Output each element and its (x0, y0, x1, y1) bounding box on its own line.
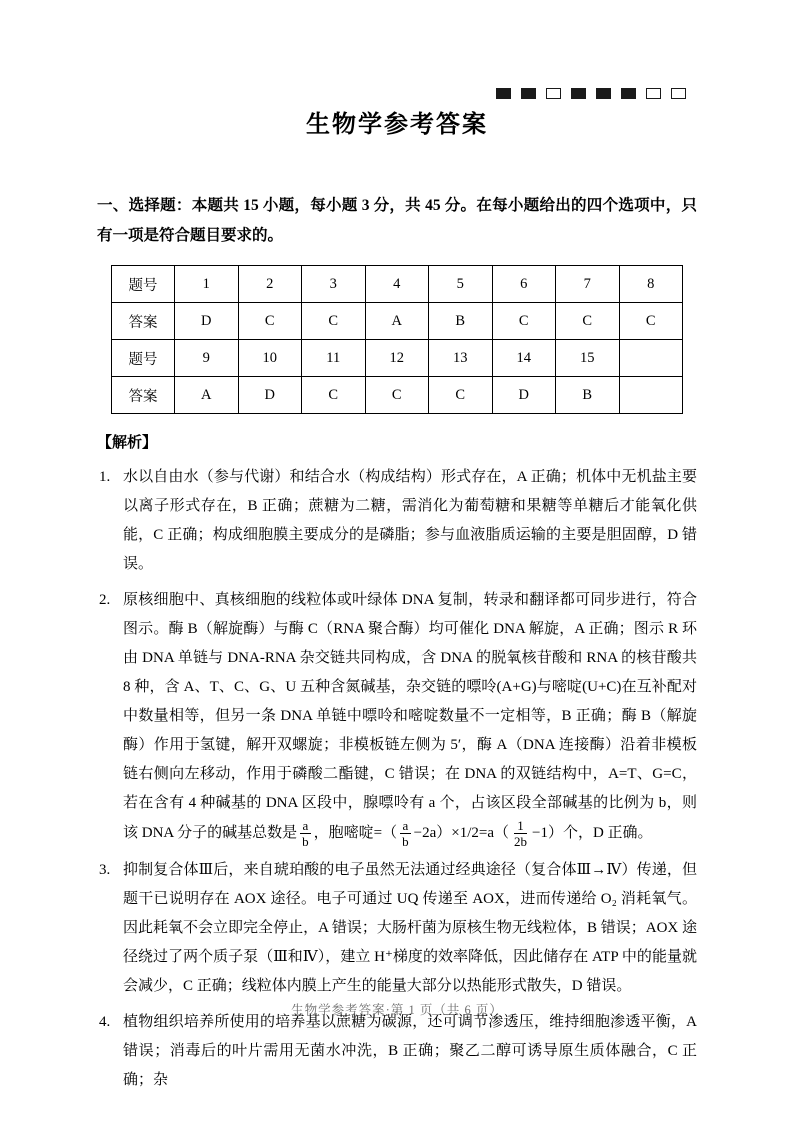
analysis-item-2 (97, 586, 697, 849)
answer-cell: B (556, 377, 620, 414)
registration-mark (521, 88, 536, 99)
fraction (299, 818, 312, 849)
item-text: −1）个，D 正确。 (532, 824, 653, 841)
row-label-cell: 题号 (112, 266, 175, 303)
fraction (511, 818, 530, 849)
page-footer: 生物学参考答案·第 1 页（共 6 页） (291, 1003, 503, 1017)
answer-cell: C (429, 377, 493, 414)
question-number-cell: 10 (238, 340, 302, 377)
answer-cell: C (365, 377, 429, 414)
item-text: −2a）×1/2=a（ (413, 824, 510, 841)
question-number-cell: 3 (302, 266, 366, 303)
answer-table (111, 265, 683, 414)
answer-cell (619, 377, 683, 414)
item-number: 4. (99, 1014, 111, 1030)
analysis-label: 【解析】 (97, 435, 158, 451)
item-text: 原核细胞中、真核细胞的线粒体或叶绿体 DNA 复制，转录和翻译都可同步进行，符合图示。酶 B（解旋酶）与酶 C（RNA 聚合酶）均可催化 DNA 解旋，A 正确；图示 R 环由 DNA 单链与 DNA-RNA 杂交链共同构成，含 DNA 的脱氧核苷酸和 RNA 的核苷酸共 8 种，含 A、T、C、G、U 五种含氮碱基，杂交链的嘌呤(A+G)与嘧啶(U+C)在互补配对中数量相等，但另一条 DNA 单链中嘌呤和嘧啶数量不一定相等，B 正确；酶 B（解旋酶）作用于氢键，解开双螺旋；非模板链左侧为 5′，酶 A（DNA 连接酶）沿着非模板链右侧向左移动，作用于磷酸二酯键，C 错误；在 DNA 的双链结构中，A=T、G=C，若在含有 4 种碱基的 DNA 区段中，腺嘌呤有 a 个，占该区段全部碱基的比例为 b，则该 DNA 分子的碱基总数是 (123, 592, 697, 841)
fraction-denominator: b (302, 834, 309, 849)
question-number-cell: 14 (492, 340, 556, 377)
fraction-denominator: 2b (514, 834, 528, 849)
answer-cell: D (492, 377, 556, 414)
analysis-item-1 (97, 463, 697, 579)
registration-mark (646, 88, 661, 99)
answer-cell: D (238, 377, 302, 414)
registration-mark (546, 88, 561, 99)
registration-mark (671, 88, 686, 99)
question-number-cell: 11 (302, 340, 366, 377)
registration-marks (496, 88, 686, 99)
item-number: 2. (99, 592, 111, 608)
analysis-item-4 (97, 1008, 697, 1095)
item-number: 1. (99, 469, 111, 485)
registration-mark (496, 88, 511, 99)
answer-cell: C (492, 303, 556, 340)
question-number-cell: 12 (365, 340, 429, 377)
answer-cell: C (619, 303, 683, 340)
fraction (399, 818, 412, 849)
page-title: 生物学参考答案 (306, 112, 488, 138)
question-number-cell: 8 (619, 266, 683, 303)
question-number-cell: 1 (175, 266, 239, 303)
question-number-cell: 6 (492, 266, 556, 303)
question-number-cell: 2 (238, 266, 302, 303)
question-number-cell: 9 (175, 340, 239, 377)
row-label-cell: 答案 (112, 303, 175, 340)
table-row (112, 340, 683, 377)
fraction-numerator: 1 (514, 818, 527, 834)
answer-cell: C (556, 303, 620, 340)
item-text: 抑制复合体Ⅲ后，来自琥珀酸的电子虽然无法通过经典途径（复合体Ⅲ→Ⅳ）传递，但题干已说明存在 AOX 途径。电子可通过 UQ 传递至 AOX，进而传递给 O₂ 消耗氧气。因此耗氧不会立即完全停止，A 错误；大肠杆菌为原核生物无线粒体，B 错误；AOX 途径绕过了两个质子泵（Ⅲ和Ⅳ），建立 H⁺梯度的效率降低，因此储存在 ATP 中的能量就会减少，C 正确；线粒体内膜上产生的能量大部分以热能形式散失，D 错误。 (123, 862, 697, 994)
item-number: 3. (99, 862, 111, 878)
registration-mark (571, 88, 586, 99)
registration-mark (596, 88, 611, 99)
answer-cell: C (302, 377, 366, 414)
question-number-cell: 4 (365, 266, 429, 303)
answer-cell: B (429, 303, 493, 340)
table-row (112, 377, 683, 414)
question-number-cell: 13 (429, 340, 493, 377)
answer-cell: C (302, 303, 366, 340)
answer-cell: C (238, 303, 302, 340)
analysis-item-3 (97, 856, 697, 1001)
registration-mark (621, 88, 636, 99)
item-text: ，胞嘧啶=（ (313, 824, 398, 841)
table-row (112, 266, 683, 303)
fraction-numerator: a (400, 818, 412, 834)
fraction-numerator: a (300, 818, 312, 834)
question-number-cell (619, 340, 683, 377)
question-number-cell: 5 (429, 266, 493, 303)
item-text: 植物组织培养所使用的培养基以蔗糖为碳源，还可调节渗透压，维持细胞渗透平衡，A 错误；消毒后的叶片需用无菌水冲洗，B 正确；聚乙二醇可诱导原生质体融合，C 正确；杂 (123, 1014, 697, 1088)
fraction-denominator: b (402, 834, 409, 849)
answer-cell: D (175, 303, 239, 340)
table-row (112, 303, 683, 340)
question-number-cell: 15 (556, 340, 620, 377)
question-number-cell: 7 (556, 266, 620, 303)
answer-cell: A (175, 377, 239, 414)
item-text: 水以自由水（参与代谢）和结合水（构成结构）形式存在，A 正确；机体中无机盐主要以离子形式存在，B 正确；蔗糖为二糖，需消化为葡萄糖和果糖等单糖后才能氧化供能，C 正确；构成细胞膜主要成分的是磷脂；参与血液脂质运输的主要是胆固醇，D 错误。 (123, 469, 697, 572)
row-label-cell: 题号 (112, 340, 175, 377)
row-label-cell: 答案 (112, 377, 175, 414)
section-heading: 一、选择题：本题共 15 小题，每小题 3 分，共 45 分。在每小题给出的四个选项中，只有一项是符合题目要求的。 (97, 197, 697, 244)
answer-cell: A (365, 303, 429, 340)
